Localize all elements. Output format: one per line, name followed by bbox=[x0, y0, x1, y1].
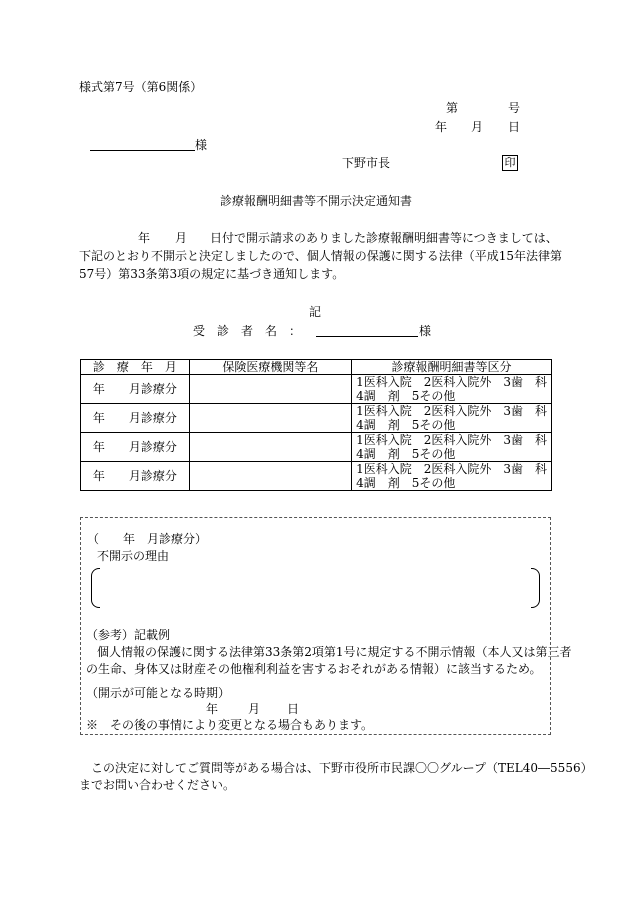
intro-year: 年 bbox=[138, 231, 151, 245]
table-row bbox=[81, 375, 552, 404]
table-header-row bbox=[81, 360, 552, 375]
table-row bbox=[81, 433, 552, 462]
category-line-1: 1医科入院 2医科入院外 3歯 科 bbox=[356, 375, 547, 389]
category-line-2: 4調 剤 5その他 bbox=[356, 418, 456, 432]
contact-line-2: までお問い合わせください。 bbox=[79, 778, 236, 792]
seal-mark: 印 bbox=[502, 155, 518, 171]
period-day: 日 bbox=[287, 702, 300, 716]
category-cell[interactable] bbox=[352, 404, 552, 433]
reason-bracket-left bbox=[91, 568, 100, 608]
treatment-month-cell[interactable]: 年 月診療分 bbox=[81, 375, 190, 404]
category-cell[interactable] bbox=[352, 375, 552, 404]
category-line-1: 1医科入院 2医科入院外 3歯 科 bbox=[356, 462, 547, 476]
category-cell[interactable] bbox=[352, 462, 552, 491]
addressee-line bbox=[90, 150, 195, 151]
patient-name-line bbox=[316, 336, 418, 337]
institution-cell[interactable] bbox=[189, 462, 351, 491]
table-row bbox=[81, 404, 552, 433]
header-statement-category: 診療報酬明細書等区分 bbox=[352, 360, 552, 375]
category-line-2: 4調 剤 5その他 bbox=[356, 389, 456, 403]
reason-month-line: （ 年 月診療分） bbox=[87, 532, 208, 546]
category-cell[interactable] bbox=[352, 433, 552, 462]
institution-cell[interactable] bbox=[189, 433, 351, 462]
change-note: ※ その後の事情により変更となる場合もあります。 bbox=[86, 718, 374, 732]
category-line-1: 1医科入院 2医科入院外 3歯 科 bbox=[356, 433, 547, 447]
category-line-1: 1医科入院 2医科入院外 3歯 科 bbox=[356, 404, 547, 418]
reason-input-area[interactable] bbox=[104, 568, 528, 606]
patient-label: 受 診 者 名 ： bbox=[193, 324, 302, 338]
treatment-month-cell[interactable]: 年 月診療分 bbox=[81, 433, 190, 462]
institution-cell[interactable] bbox=[189, 375, 351, 404]
date-month: 月 bbox=[471, 120, 484, 134]
period-month: 月 bbox=[248, 702, 261, 716]
ki-heading: 記 bbox=[309, 305, 322, 319]
patient-suffix: 様 bbox=[419, 324, 432, 338]
intro-line-2: 下記のとおり不開示と決定しましたので、個人情報の保護に関する法律（平成15年法律第 bbox=[79, 249, 563, 263]
treatment-table bbox=[80, 359, 552, 491]
period-label: （開示が可能となる時期） bbox=[86, 686, 231, 700]
category-line-2: 4調 剤 5その他 bbox=[356, 447, 456, 461]
date-year: 年 bbox=[435, 120, 448, 134]
institution-cell[interactable] bbox=[189, 404, 351, 433]
category-line-2: 4調 剤 5その他 bbox=[356, 476, 456, 490]
issuer-name: 下野市長 bbox=[342, 156, 391, 170]
treatment-month-cell[interactable]: 年 月診療分 bbox=[81, 462, 190, 491]
example-line-2: の生命、身体又は財産その他権利利益を害するおそれがある情報）に該当するため。 bbox=[86, 662, 542, 676]
date-day: 日 bbox=[508, 120, 521, 134]
example-line-1: 個人情報の保護に関する法律第33条第2項第1号に規定する不開示情報（本人又は第三者 bbox=[97, 645, 572, 659]
intro-line-1: 日付で開示請求のありました診療報酬明細書等につきましては、 bbox=[210, 231, 558, 245]
doc-number-go: 号 bbox=[508, 101, 521, 115]
doc-number-dai: 第 bbox=[446, 101, 459, 115]
header-treatment-month: 診 療 年 月 bbox=[81, 360, 190, 375]
example-label: （参考）記載例 bbox=[86, 628, 171, 642]
contact-line-1: この決定に対してご質問等がある場合は、下野市役所市民課〇〇グループ（TEL40―5556） bbox=[91, 761, 593, 775]
treatment-month-cell[interactable]: 年 月診療分 bbox=[81, 404, 190, 433]
document-title: 診療報酬明細書等不開示決定通知書 bbox=[220, 194, 413, 208]
form-number: 様式第7号（第6関係） bbox=[79, 80, 203, 94]
table-row bbox=[81, 462, 552, 491]
reason-bracket-right bbox=[531, 568, 540, 608]
intro-month: 月 bbox=[175, 231, 188, 245]
addressee-suffix: 様 bbox=[195, 138, 208, 152]
period-year: 年 bbox=[206, 702, 219, 716]
intro-line-3: 57号）第33条第3項の規定に基づき通知します。 bbox=[79, 267, 345, 281]
header-institution-name: 保険医療機関等名 bbox=[189, 360, 351, 375]
reason-label: 不開示の理由 bbox=[97, 549, 170, 563]
